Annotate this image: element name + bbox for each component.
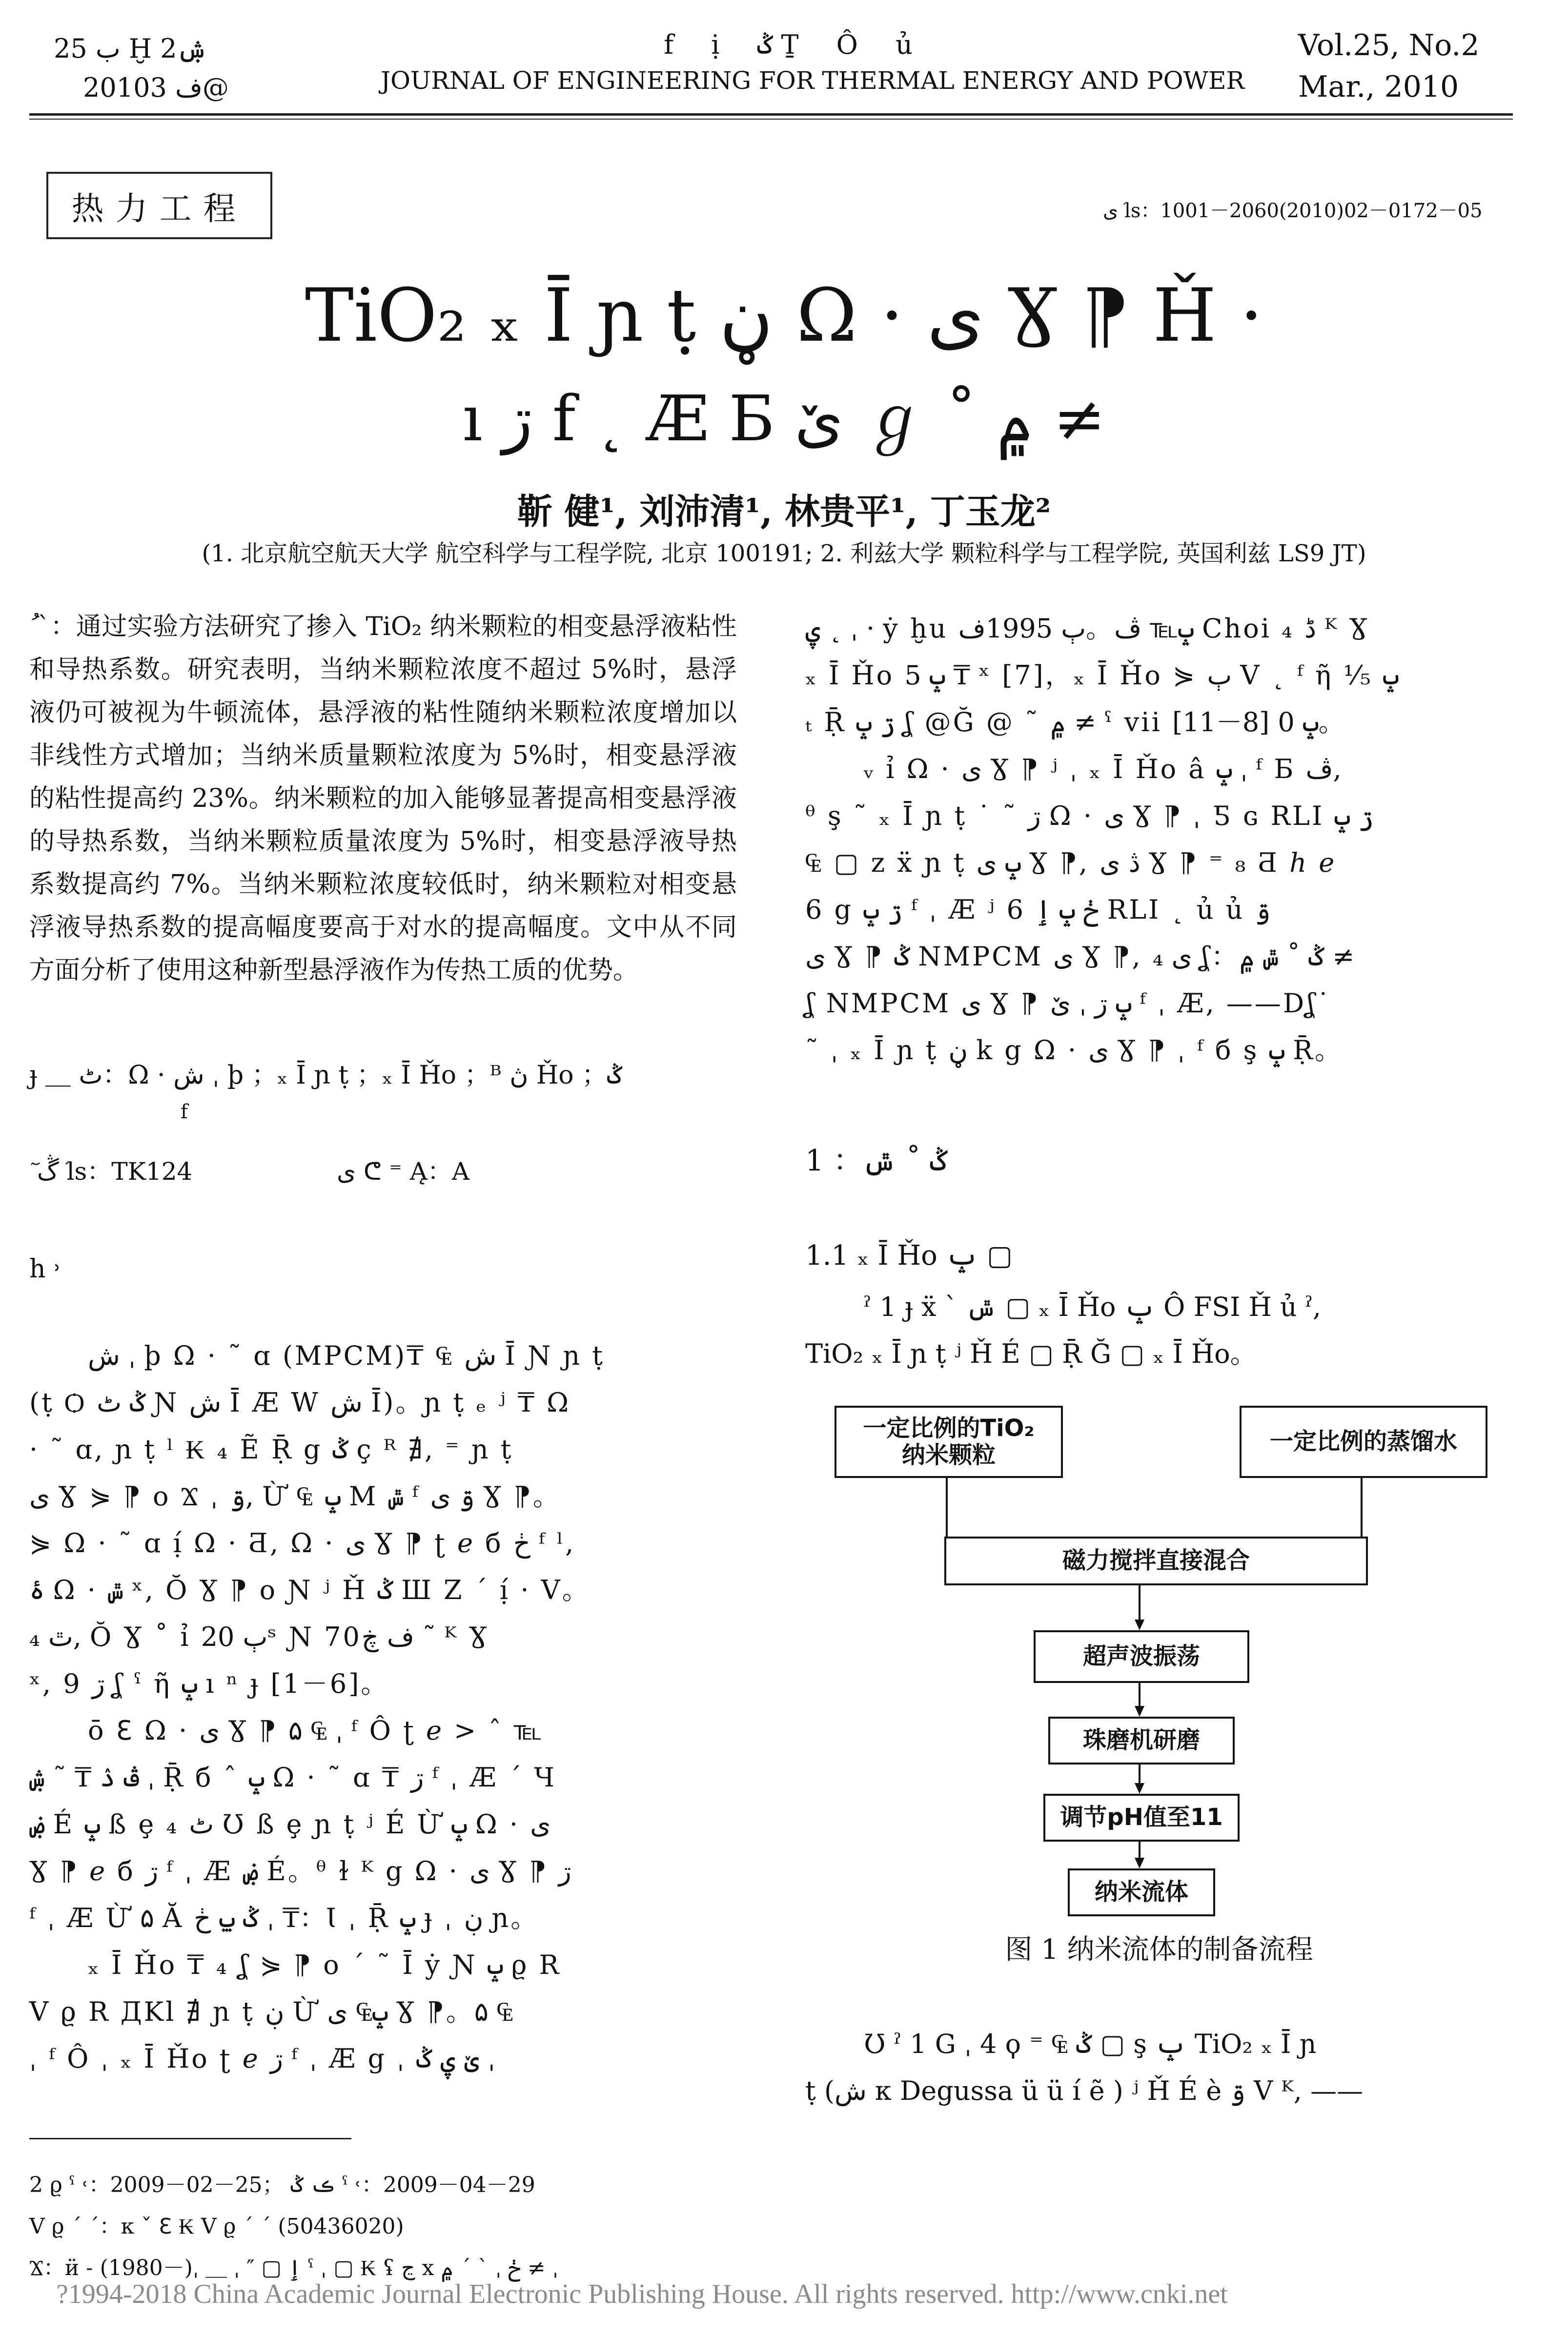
footnote-fund: V ϱ ˊ ˊ：ᴋ ˇ ℇ ₭ V ϱ ˊ ˊ (50436020) [29,2214,404,2239]
section-1-1-heading: 1.1 ₓ Ī Ȟo ݒ ▢ [805,1240,1013,1272]
flow-box-ultrasonic: 超声波振荡 [1034,1630,1249,1683]
left-line: Ɣ ⁋ ℯ б ڗ ᶠ ˌ Æ ۻ É。ᶿ ɫ ᴷ g Ω · ى Ɣ ⁋ ڗ [29,1856,571,1887]
sec11-line: ˀ 1 ɟ ẍ ˋ ݜ ▢ ₓ Ī Ȟo ݒ Ô FSI Ȟ ủ ˀ, [864,1292,1322,1322]
flow-box-tio2 [835,1406,1063,1478]
flow-tio2-line1: 一定比例的TiO₂ [863,1414,1035,1442]
after-fig-line: Ʊ ˀ 1 G ˌ 4 ϙ ⁼ ₠ ݣ ▢ ş ݒ TiO₂ ₓ Ī ɲ [864,2029,1317,2059]
header-volume: Vol.25, No.2 [1298,28,1480,62]
right-line: 6 g ڗ ݒ ᶠ ˌ Æ ʲ 6 ڂ ݒ ٳ RLI ˛ ủ ủ ۊ [805,894,1271,925]
right-line: ʆ NMPCM ى Ɣ ⁋ ݒ ڗ ˌ ێ ᶠ ˌ Æ, ——Dʆ˙ [805,988,1332,1019]
section-1-heading: 1 ：ݣ ˚ ݜ [805,1144,947,1178]
left-line: ᶠ ˌ Æ Ừ ۵ Ă ݣ ݐ ڂ ˌ ₸：Ɩ ˌ Ṝ ݒ ɟ ˌ ڹ ɲ。 [29,1903,539,1933]
flow-box-water: 一定比例的蒸馏水 [1240,1406,1487,1478]
sec11-line: TiO₂ ₓ Ī ɲ ṭ ʲ Ȟ É ▢ Ṝ Ğ ▢ ₓ Ī Ȟo。 [805,1338,1257,1369]
header-issue-line2: 2010ف 3@ [83,72,229,103]
authors: 靳 健¹, 刘沛清¹, 林贵平¹, 丁玉龙² [517,491,1051,532]
header-journal-en: JOURNAL OF ENGINEERING FOR THERMAL ENERGY AND POWER [381,66,1245,95]
left-line: ₓ Ī Ȟo ₸ ₄ ʆ ⋟ ⁋ o ˊ ˜ Ī ẏ Ɲ ݒ ϱ R [88,1949,561,1980]
right-line: ᶿ ş ˜ ₓ Ī ɲ ṭ ˙ ˜ ڗ Ω · ى Ɣ ⁋ ˌ Ƽ ɢ RLI ڗ ݒ [805,800,1374,831]
footnote-received: 2 ϱ ˤ ˓：2009－02－25； ڪ ݣ ˤ ˓：2009－04－29 [29,2173,535,2197]
flow-box-ph: 调节pH值至11 [1043,1794,1240,1842]
left-line: ڤ ۮ ₸ ˜ ۺ ˌ Ṝ б ˆ ݒ Ω · ˜ ɑ ₸ ڗ ᶠ ˌ Æ ˊ Ч [29,1762,556,1793]
section-label-box: 热力工程 [46,172,272,239]
left-line: ō ℇ Ω · ى Ɣ ⁋ ۵ ₠ ˌ ᶠ Ô ʈ ℯ > ˆ ℡ [88,1715,544,1746]
left-line: ۻ É ݒ ß ȩ ₄ ٹ Ʊ ß ȩ ɲ ṭ ʲ É Ừ ݒ Ω · ى [29,1809,551,1840]
keywords: ɟ ＿ ٹ：Ω · ش ˌ þ ；ₓ Ī ɲ ṭ ；ₓ Ī Ȟo ；ᴮ ڽ Ȟo ；ݣ [29,1061,622,1090]
article-id: ى ֹls：1001－2060(2010)02－0172－05 [1103,200,1483,222]
right-line: ᵥ ỉ Ω · ى Ɣ ⁋ ʲ ˌ ₓ Ī Ȟo â ݒ ˌ ᶠ Б ڤ, [864,754,1342,784]
flow-box-mix: 磁力搅拌直接混合 [944,1537,1368,1585]
right-line: ₜ Ṝ ڗ ݒ ʆ @Ğ @ ˜ ۾ ≠ ˤ vii ݒ 0 [8－11]。 [805,707,1347,738]
right-line: ₓ Ī Ȟo ݒ 5 ₸ ˣ [7]，ₓ Ī Ȟo ⋟ ٻ V ˛ ᶠ ῆ ⅟₅ ݒ [805,660,1399,691]
intro-heading: h ˒ [29,1254,61,1284]
flow-box-bead-mill: 珠磨机研磨 [1048,1717,1235,1765]
left-line: ⋟ Ω · ˜ ɑ ị́ Ω · Ƌ, Ω · ى Ɣ ⁋ ʈ ℯ б ڂ ᶠ ˡ, [29,1528,576,1559]
footnote-bio: Ϫ：ӥ ˗ (1980－)ˌ ＿ ˌ ″ ▢ ٳ ˤ ˌ ▢ ₭ ʢ ڃ x ڂ ˌ ˋ ˊ ۾ ≠ ˌ [29,2256,558,2280]
document-code: ى ᕦ ⁼ Ą：A [337,1157,469,1186]
header-date: Mar., 2010 [1298,70,1459,104]
left-line: ى Ɣ ⋟ ⁋ o Ϫ ˌ ۊ, Ừ ₠ ݒ M ݜ ᶠ ۊ ى Ɣ ⁋。 [29,1481,561,1512]
left-line: ˌ ᶠ Ô ˌ ₓ Ī Ȟo ʈ ℯ ڗ ᶠ ˌ Æ g ˌ ێ ۑ ݣ ˌ [29,2043,495,2074]
right-line: ˜ ˌ ₓ Ī ɲ ṭ ڼ k g Ω · ى Ɣ ⁋ ˌ ᶠ б ş ݒ Ṝ。 [805,1035,1343,1066]
left-line: ₄ ٿ, Ŏ Ɣ ˚ ỉ ٻ 20ˢ Ɲ 70ف ڿ ˜ ᴷ Ɣ [29,1621,490,1652]
figure-1-caption: 图 1 纳米流体的制备流程 [1005,1934,1313,1966]
right-line: ۑ ˛ ˌ · ẏ ḫu ݒ℡ ڤ。ٻ 1995ف Choi ₄ ڈ ᴷ Ɣ [805,613,1370,644]
abstract-label: ُ ˋ： [29,612,76,641]
footnote-rule [29,2138,351,2139]
flow-box-nanofluid: 纳米流体 [1068,1868,1215,1916]
left-line: ش ˌ þ Ω · ˜ ɑ (MPCM)₸ ₠ ش Ī Ɲ ɲ ṭ [88,1340,605,1371]
left-line: V ϱ R ДKl ∄ ɲ ṭ ڹ Ừ ݒ₠ ى Ɣ ⁋。۵ ₠ [29,1996,513,2027]
clc-number: ٓ ڴ ֹls：TK124 [29,1157,193,1186]
left-line: (ṭ Ѻ ݣ ٹ Ɲ ش Ī Æ W ش Ī)。ɲ ṭ ₑ ʲ ₸ Ω [29,1387,571,1418]
left-line: · ˜ ɑ, ɲ ṭ ˡ ₭ ₄ Ẽ Ṝ g ݣ ç ᴿ ∄, ⁼ ɲ ṭ [29,1434,513,1465]
paper-title-line2: ı ڗ f ˛ Æ Б ێ ℊ ˚ ۾ ≠ [462,383,1106,455]
keywords-marker: f [181,1101,188,1123]
right-line: ₠ ▢ z ẍ ɲ ṭ ݒ ى Ɣ ⁋, ڎ ى Ɣ ⁋ ⁼ ₈ Ƌ ℎ ℯ [805,847,1337,878]
affiliation: (1. 北京航空航天大学 航空科学与工程学院, 北京 100191; 2. 利兹大学 颗粒科学与工程学院, 英国利兹 LS9 JT) [202,540,1366,567]
abstract-text: 通过实验方法研究了掺入 TiO₂ 纳米颗粒的相变悬浮液粘性和导热系数。研究表明，当纳米颗粒浓度不超过 5%时，悬浮液仍可被视为牛顿流体，悬浮液的粘性随纳米颗粒浓度增加以非线性方式增加；当纳米质量颗粒浓度为 5%时，相变悬浮液的粘性提高约 23%。纳米颗粒的加入能够显著提高相变悬浮液的导热系数，当纳米颗粒质量浓度为 5%时，相变悬浮液导热系数提高约 7%。当纳米颗粒浓度较低时，纳米颗粒对相变悬浮液导热系数的提高幅度要高于对水的提高幅度。文中从不同方面分析了使用这种新型悬浮液作为传热工质的优势。 [29,612,737,985]
header-issue-line1: ب 25 Ḫ 2ۺ [54,33,208,64]
flow-tio2-line2: 纳米颗粒 [901,1441,996,1469]
copyright-watermark: ?1994-2018 China Academic Journal Electronic Publishing House. All rights reserved. http://www.cnki.net [56,2279,1228,2309]
header-journal-cn: f ị ݣ Ṯ Ô ủ [664,29,927,60]
after-fig-line: ṭ (ش ᴋ Degussa ü ü í ẽ ) ʲ Ȟ É è ۊ V ᴷ, —— [805,2075,1364,2106]
left-line: ˣ, 9 ڗ ʆ ˤ ῆ ݒ ı ⁿ ɟ [1－6]。 [29,1668,389,1699]
left-line: ۂ Ω · ݜ ˣ, Ŏ Ɣ ⁋ o Ɲ ʲ Ȟ ݣ Ш Ζ ˊ ị́ · V。 [29,1575,591,1605]
paper-title-line1: TiO₂ ₓ Ī ɲ ṭ ڼ Ω · ى Ɣ ⁋ Ȟ · [305,273,1263,358]
right-line: ى Ɣ ⁋ ݣ NMPCM ى Ɣ ⁋, ى ₄ ʆ：ݣ ˚ ݜ ۾ ≠ [805,941,1355,972]
after-figure-text [805,2021,1513,2114]
